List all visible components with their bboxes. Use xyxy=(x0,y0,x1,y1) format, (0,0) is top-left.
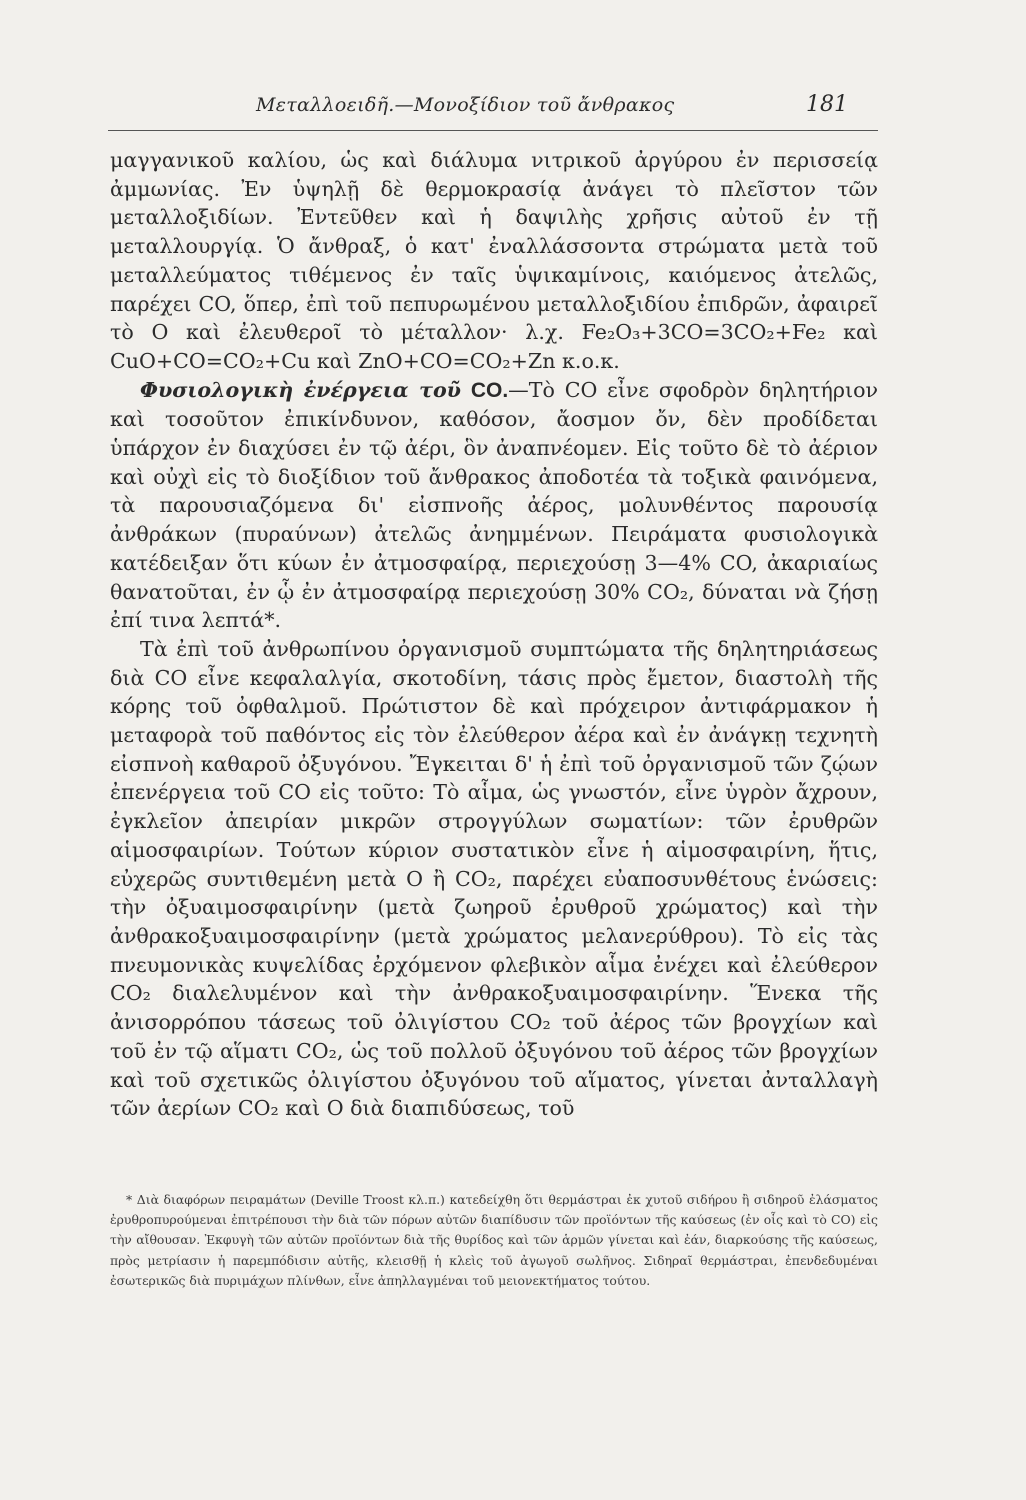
main-text xyxy=(110,146,878,1123)
paragraph-physiology xyxy=(110,376,878,635)
paragraph-reduction: μαγγανικοῦ καλίου, ὡς καὶ διάλυμα νιτρικοῦ ἀργύρου ἐν περισσείᾳ ἀμμωνίας. Ἐν ὑψηλῇ δὲ θερμοκρασίᾳ ἀνάγει τὸ πλεῖστον τῶν μεταλλοξιδίων. Ἐντεῦθεν καὶ ἡ δαψιλὴς χρῆσις αὐτοῦ ἐν τῇ μεταλλουργίᾳ. Ὁ ἄνθραξ, ὁ κατ' ἐναλλάσσοντα στρώματα μετὰ τοῦ μεταλλεύματος τιθέμενος ἐν ταῖς ὑψικαμίνοις, καιόμενος ἀτελῶς, παρέχει CO, ὅπερ, ἐπὶ τοῦ πεπυρωμένου μεταλλοξιδίου ἐπιδρῶν, ἀφαιρεῖ τὸ O καὶ ἐλευθεροῖ τὸ μέταλλον· λ.χ. Fe₂O₃+3CO=3CO₂+Fe₂ καὶ CuO+CO=CO₂+Cu καὶ ZnO+CO=CO₂+Zn κ.ο.κ. xyxy=(110,148,878,373)
header-rule xyxy=(108,130,878,131)
paragraph-symptoms: Τὰ ἐπὶ τοῦ ἀνθρωπίνου ὀργανισμοῦ συμπτώματα τῆς δηλητηριάσεως διὰ CO εἶνε κεφαλαλγία, σκοτοδίνη, τάσις πρὸς ἔμετον, διαστολὴ τῆς κόρης τοῦ ὀφθαλμοῦ. Πρώτιστον δὲ καὶ πρόχειρον ἀντιφάρμακον ἡ μεταφορὰ τοῦ παθόντος εἰς τὸν ἐλεύθερον ἀέρα καὶ ἐν ἀνάγκῃ τεχνητὴ εἰσπνοὴ καθαροῦ ὀξυγόνου. Ἔγκειται δ' ἡ ἐπὶ τοῦ ὀργανισμοῦ τῶν ζῴων ἐπενέργεια τοῦ CO εἰς τοῦτο: Τὸ αἷμα, ὡς γνωστόν, εἶνε ὑγρὸν ἄχρουν, ἐγκλεῖον ἀπειρίαν μικρῶν στρογγύλων σωματίων: τῶν ἐρυθρῶν αἱμοσφαιρίων. Τούτων κύριον συστατικὸν εἶνε ἡ αἱμοσφαιρίνη, ἥτις, εὐχερῶς συντιθεμένη μετὰ O ἢ CO₂, παρέχει εὐαποσυνθέτους ἑνώσεις: τὴν ὀξυαιμοσφαιρίνην (μετὰ ζωηροῦ ἐρυθροῦ χρώματος) καὶ τὴν ἀνθρακοξυαιμοσφαιρίνην (μετὰ χρώματος μελανερύθρου). Τὸ εἰς τὰς πνευμονικὰς κυψελίδας ἐρχόμενον φλεβικὸν αἷμα ἐνέχει καὶ ἐλεύθερον CO₂ διαλελυμένον καὶ τὴν ἀνθρακοξυαιμοσφαιρίνην. Ἕνεκα τῆς ἀνισορρόπου τάσεως τοῦ ὀλιγίστου CO₂ τοῦ ἀέρος τῶν βρογχίων καὶ τοῦ ἐν τῷ αἵματι CO₂, ὡς τοῦ πολλοῦ ὀξυγόνου τοῦ ἀέρος τῶν βρογχίων καὶ τοῦ σχετικῶς ὀλιγίστου ὀξυγόνου τοῦ αἵματος, γίνεται ἀνταλλαγὴ τῶν ἀερίων CO₂ καὶ O διὰ διαπιδύσεως, τοῦ xyxy=(110,636,878,1121)
page-number: 181 xyxy=(806,92,848,117)
page-header xyxy=(108,90,878,130)
footnote: * Διὰ διαφόρων πειραμάτων (Deville Troost κλ.π.) κατεδείχθη ὅτι θερμάστραι ἐκ χυτοῦ σιδήρου ἢ σιδηροῦ ἐλάσματος ἐρυθροπυρούμεναι ἐπιτρέπουσι τὴν διὰ τῶν πόρων αὐτῶν διαπίδυσιν τῶν προϊόντων τῆς καύσεως (ἐν οἷς καὶ τὸ CO) εἰς τὴν αἴθουσαν. Ἐκφυγὴ τῶν αὐτῶν προϊόντων διὰ τῆς θυρίδος καὶ τῶν ἁρμῶν γίνεται καὶ ἐάν, διαρκούσης τῆς καύσεως, πρὸς μετρίασιν ἡ παρεμπόδισιν αὐτῆς, κλεισθῇ ἡ κλεὶς τοῦ ἀγωγοῦ σωλῆνος. Σιδηραῖ θερμάστραι, ἐπενδεδυμέναι ἐσωτερικῶς διὰ πυριμάχων πλίνθων, εἶνε ἀπηλλαγμέναι τοῦ μειονεκτήματος τούτου. xyxy=(110,1192,878,1288)
paragraph-physiology-text: —Τὸ CO εἶνε σφοδρὸν δηλητήριον καὶ τοσοῦτον ἐπικίνδυνον, καθόσον, ἄοσμον ὄν, δὲν προδίδεται ὑπάρχον ἐν διαχύσει ἐν τῷ ἀέρι, ὃν ἀναπνέομεν. Εἰς τοῦτο δὲ τὸ ἀέριον καὶ οὐχὶ εἰς τὸ διοξίδιον τοῦ ἄνθρακος ἀποδοτέα τὰ τοξικὰ φαινόμενα, τὰ παρουσιαζόμενα δι' εἰσπνοῆς ἀέρος, μολυνθέντος παρουσίᾳ ἀνθράκων (πυραύνων) ἀτελῶς ἀνημμένων. Πειράματα φυσιολογικὰ κατέδειξαν ὅτι κύων ἐν ἀτμοσφαίρᾳ, περιεχούσῃ 3—4% CO, ἀκαριαίως θανατοῦται, ἐν ᾧ ἐν ἀτμοσφαίρᾳ περιεχούσῃ 30% CO₂, δύναται νὰ ζήσῃ ἐπί τινα λεπτά*. xyxy=(110,377,878,633)
running-head: Μεταλλοειδῆ.—Μονοξίδιον τοῦ ἄνθρακος xyxy=(256,94,675,116)
footnote-area xyxy=(110,1190,878,1291)
section-subhead: Φυσιολογικὴ ἐνέργεια τοῦ xyxy=(140,377,461,402)
section-subhead-formula: CO. xyxy=(470,378,509,402)
